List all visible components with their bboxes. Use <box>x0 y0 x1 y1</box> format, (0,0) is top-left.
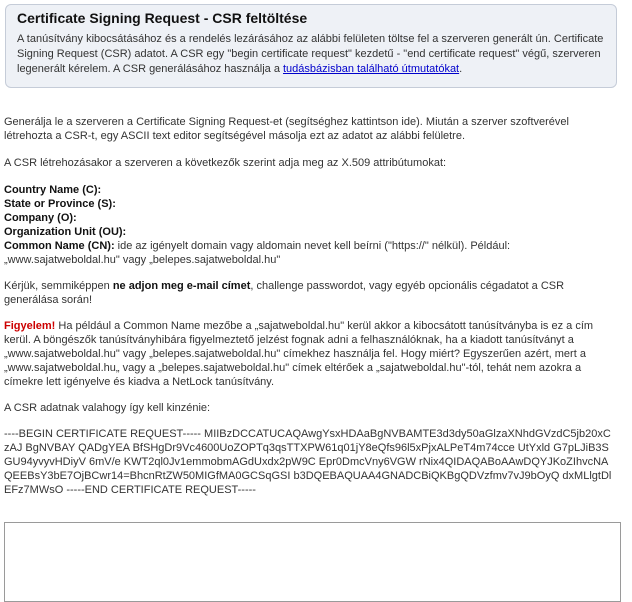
attr-country <box>4 183 616 197</box>
email-note-text-1: Kérjük, semmiképpen <box>4 280 113 292</box>
intro-text-1: Generálja le a szerveren a Certificate Signing Request-et (segítséghez <box>4 116 352 128</box>
help-link[interactable]: kattintson ide <box>351 116 417 128</box>
csr-input[interactable] <box>4 522 621 602</box>
email-note-text-2: , challenge passwordot, vagy egyéb opcionális cégadatot a CSR generálása során! <box>4 280 565 306</box>
header-description-text: A tanúsítvány kibocsátásához és a rendelés lezárásához az alábbi felületen töltse fel a szerveren generált ún. Certificate Signing Request (CSR) adatot. A CSR egy "begin certificate request" kezdetű - "end certificate request" végű, szerveren legenerált kérelem. A CSR generálásához használja a <box>17 33 604 75</box>
email-note <box>4 279 616 307</box>
intro-paragraph <box>4 115 616 143</box>
knowledge-base-link[interactable]: tudásbázisban található útmutatókat <box>283 63 460 75</box>
attr-common-name-label: Common Name (CN): <box>4 240 115 252</box>
attr-company <box>4 211 616 225</box>
header-description-end: . <box>459 63 463 75</box>
attr-common-name <box>4 239 616 267</box>
example-intro: A CSR adatnak valahogy így kell kinzénie: <box>4 402 211 414</box>
header-description <box>17 32 606 77</box>
info-header-box <box>5 4 617 88</box>
example-csr: ----BEGIN CERTIFICATE REQUEST----- MIIBzDCCATUCAQAwgYsxHDAaBgNVBAMTE3d3dy50aGlzaXNhdGVzdC5jb20xCzAJ BgNVBAY QADgYEA BfSHgDr9Vc4600UoZOPTq3qsTTXPW61q01jY8eQfs96l5xPjxALPeT4m74cce UtYxld G7pLJiB3SGU94yvyvHDiyV 6mV/e KWT2ql0Jv1emmobmAGdUxdx2pW9C Epr0DmcVny6VGW rNix4QIDAQABoAAwDQYJKoZIhvcNAQEEBsY3bE7OjBCwr14=BhcnRtZW50MIGfMA0GCSqGSI b3DQEBAQUAA4GNADCBiQKBgQDVzfmv7vJ9bOyQ dxMLlgtDlEFz7MWsO -----END CERTIFICATE REQUEST----- <box>4 428 612 496</box>
intro-text-2: ). Miután a szerver szoftverével létrehozta a CSR-t, egy ASCII text editor segítségével másolja ezt az adatot az alábbi felületre. <box>4 116 569 142</box>
attr-country-label: Country Name (C): <box>4 184 102 196</box>
warning-label: Figyelem! <box>4 320 56 332</box>
attr-company-label: Company (O): <box>4 212 77 224</box>
attr-org-unit <box>4 225 616 239</box>
warning-text: Ha például a Common Name mezőbe a „sajatweboldal.hu" kerül akkor a kibocsátott tanúsítványba is ez a cím kerül. A böngészők tanúsítványhibára figyelmeztető jelzést fognak adni a felhasználóknak, ha a kiadott tanúsítványt a „www.sajatweboldal.hu" vagy „belepes.sajatweboldal.hu" címekhez használja fel. Hogy miért? Egyszerűen azért, mert a „www.sajatweboldal.hu„ vagy a „belepes.sajatweboldal.hu" címek eltérőek a „sajatweboldal.hu"-tól, tehát nem azokra a címekre lett igényelve és kiadva a NetLock tanúsítvány. <box>4 320 594 388</box>
attr-common-name-desc: ide az igényelt domain vagy aldomain nevet kell beírni ("https://" nélkül). Például: „www.sajatweboldal.hu" vagy „belepes.sajatweboldal.hu" <box>4 240 511 266</box>
attr-state-label: State or Province (S): <box>4 198 116 210</box>
attr-org-unit-label: Organization Unit (OU): <box>4 226 127 238</box>
page-title: Certificate Signing Request - CSR feltöltése <box>17 10 308 26</box>
attr-state <box>4 197 616 211</box>
email-note-bold: ne adjon meg e-mail címet <box>112 280 251 292</box>
attributes-intro: A CSR létrehozásakor a szerveren a következők szerint adja meg az X.509 attribútumokat: <box>4 157 447 169</box>
warning-paragraph <box>4 319 616 389</box>
main-content <box>4 115 616 497</box>
